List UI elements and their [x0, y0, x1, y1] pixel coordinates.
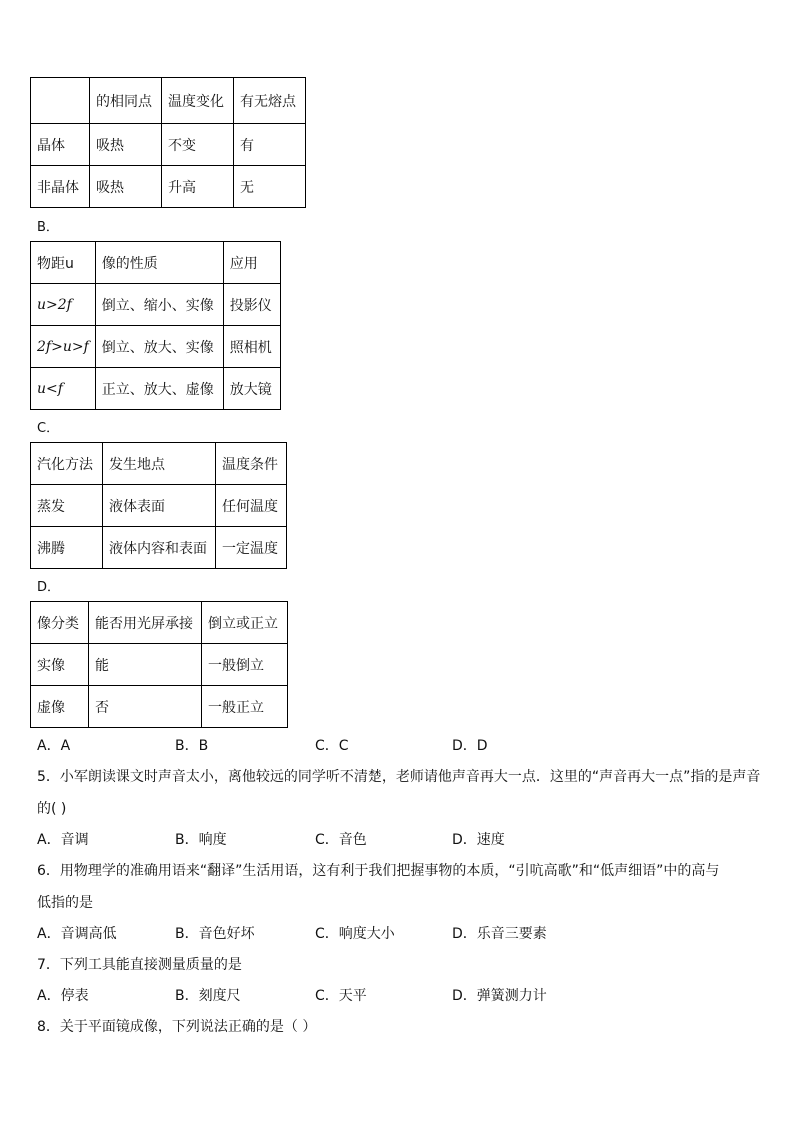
choice-b[interactable]: B．B [175, 738, 209, 754]
table-d-header-cell: 倒立或正立 [202, 602, 288, 644]
table-a-header-cell: 有无熔点 [234, 78, 306, 124]
table-b-header-cell: 应用 [223, 242, 280, 284]
table-row [31, 166, 306, 208]
table-cell: 照相机 [223, 326, 280, 368]
table-cell: 投影仪 [223, 284, 280, 326]
table-d-header-cell: 能否用光屏承接 [89, 602, 202, 644]
table-cell: 实像 [31, 644, 89, 686]
choice-d[interactable]: D．弹簧测力计 [452, 988, 547, 1004]
table-d-header-cell: 像分类 [31, 602, 89, 644]
question-6-text-cont: 低指的是 [37, 895, 93, 911]
table-a-header-cell [31, 78, 90, 124]
table-a-header-row [31, 78, 306, 124]
table-cell: 液体内容和表面 [103, 527, 216, 569]
question-7-text: 7．下列工具能直接测量质量的是 [37, 957, 242, 973]
choice-a[interactable]: A．音调高低 [37, 926, 117, 942]
option-c-label: C． [37, 421, 60, 436]
question-5-text-cont: 的( ) [37, 801, 67, 817]
table-d-header-row [31, 602, 288, 644]
table-cell: 一般倒立 [202, 644, 288, 686]
table-cell: 倒立、放大、实像 [95, 326, 223, 368]
table-cell: u<f [31, 368, 96, 410]
table-d [30, 601, 288, 728]
question-8-text: 8．关于平面镜成像，下列说法正确的是（ ） [37, 1019, 317, 1035]
table-cell: 一般正立 [202, 686, 288, 728]
choice-c[interactable]: C．音色 [315, 832, 367, 848]
choice-d[interactable]: D．乐音三要素 [452, 926, 547, 942]
choice-b[interactable]: B．刻度尺 [175, 988, 241, 1004]
table-row [31, 284, 281, 326]
table-cell: 吸热 [90, 166, 162, 208]
choice-b[interactable]: B．响度 [175, 832, 227, 848]
table-cell: 有 [234, 124, 306, 166]
table-row [31, 527, 287, 569]
choice-a[interactable]: A．停表 [37, 988, 89, 1004]
choice-c[interactable]: C．响度大小 [315, 926, 395, 942]
table-c-header-row [31, 443, 287, 485]
table-b-header-cell: 像的性质 [95, 242, 223, 284]
table-c [30, 442, 287, 569]
choice-a[interactable]: A．音调 [37, 832, 89, 848]
table-a-header-cell: 的相同点 [90, 78, 162, 124]
table-cell: 液体表面 [103, 485, 216, 527]
table-b-header-cell: 物距u [31, 242, 96, 284]
table-row [31, 485, 287, 527]
table-cell: 一定温度 [216, 527, 287, 569]
table-cell: 否 [89, 686, 202, 728]
table-b-header-row [31, 242, 281, 284]
option-b-label: B． [37, 220, 59, 235]
table-cell: u>2f [31, 284, 96, 326]
table-cell: 蒸发 [31, 485, 103, 527]
table-row [31, 644, 288, 686]
table-cell: 不变 [162, 124, 234, 166]
choice-c[interactable]: C．C [315, 738, 349, 754]
table-cell: 正立、放大、虚像 [95, 368, 223, 410]
table-cell: 能 [89, 644, 202, 686]
table-cell: 升高 [162, 166, 234, 208]
table-cell: 晶体 [31, 124, 90, 166]
table-a [30, 77, 306, 208]
table-b [30, 241, 281, 410]
table-cell: 虚像 [31, 686, 89, 728]
question-5-text: 5．小军朗读课文时声音太小，离他较远的同学听不清楚，老师请他声音再大一点．这里的“声音再大一点”指的是声音 [37, 769, 761, 785]
table-c-header-cell: 温度条件 [216, 443, 287, 485]
choice-c[interactable]: C．天平 [315, 988, 367, 1004]
table-cell: 沸腾 [31, 527, 103, 569]
table-row [31, 326, 281, 368]
table-c-header-cell: 发生地点 [103, 443, 216, 485]
table-cell: 任何温度 [216, 485, 287, 527]
table-row [31, 124, 306, 166]
choice-b[interactable]: B．音色好坏 [175, 926, 255, 942]
table-a-header-cell: 温度变化 [162, 78, 234, 124]
table-cell: 非晶体 [31, 166, 90, 208]
choice-d[interactable]: D．D [452, 738, 488, 754]
table-cell: 放大镜 [223, 368, 280, 410]
table-cell: 无 [234, 166, 306, 208]
table-cell: 倒立、缩小、实像 [95, 284, 223, 326]
question-6-text: 6．用物理学的准确用语来“翻译”生活用语，这有利于我们把握事物的本质，“引吭高歌”和“低声细语”中的高与 [37, 863, 720, 879]
table-cell: 2f>u>f [31, 326, 96, 368]
option-d-label: D． [37, 580, 61, 595]
table-row [31, 368, 281, 410]
choice-a[interactable]: A．A [37, 738, 71, 754]
table-row [31, 686, 288, 728]
choice-d[interactable]: D．速度 [452, 832, 505, 848]
table-c-header-cell: 汽化方法 [31, 443, 103, 485]
table-cell: 吸热 [90, 124, 162, 166]
